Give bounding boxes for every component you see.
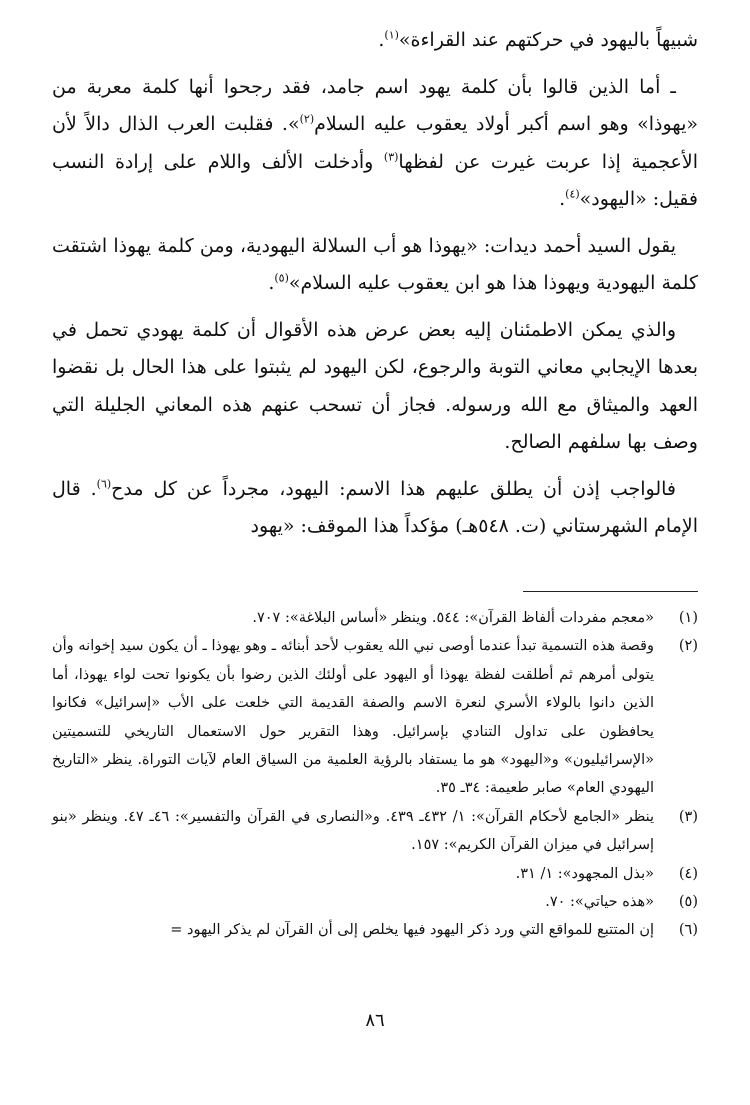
footnote-text: «معجم مفردات ألفاظ القرآن»: ٥٤٤. وينظر «أساس البلاغة»: ٧٠٧.: [252, 610, 654, 626]
footnote-ref-2: (٢): [299, 112, 315, 126]
paragraph-2: [52, 69, 698, 219]
footnote-3: [52, 803, 698, 860]
paragraph-1: [52, 22, 698, 60]
footnote-number: (٣): [678, 808, 698, 825]
paragraph-2-text: ـ أما الذين قالوا بأن كلمة يهود اسم جامد، فقد رجحوا أنها كلمة معربة من «يهوذا» وهو اسم أكبر أولاد يعقوب عليه السلام: [52, 75, 698, 135]
footnotes: [52, 604, 698, 945]
footnote-text: «بذل المجهود»: ١/ ٣١.: [515, 865, 654, 882]
footnote-6: [52, 916, 698, 944]
paragraph-5-text: فالواجب إذن أن يطلق عليهم هذا الاسم: اليهود، مجرداً عن كل مدح: [111, 477, 676, 500]
paragraph-1-text: شبيهاً باليهود في حركتهم عند القراءة»: [398, 29, 698, 51]
footnote-text: وقصة هذه التسمية تبدأ عندما أوصى نبي الله يعقوب لأحد أبنائه ـ وهو يهوذا ـ أن يكون سيد إخوانه وأن يتولى أمرهم ثم أطلقت لفظة يهوذا أو اليهود على أولئك الذين رضوا بأن يكونوا تحت لواء يهوذا، أما الذين دانوا بالولاء الأسري لنعرة الاسم والصفة القديمة التي خلعت على الأب «إسرائيل» فكانوا يحافظون على تداول التنادي بإسرائيل. وهذا التقرير حول الاستعمال التاريخي للتسميتين «الإسرائيليون» و«اليهود» هو ما يستفاد بالرؤية العلمية من السياق العام لآيات التوراة. ينظر «التاريخ اليهودي العام» صابر طعيمة: ٣٤ـ ٣٥.: [52, 638, 654, 797]
footnote-text: «هذه حياتي»: ٧٠.: [545, 894, 654, 911]
footnote-ref-1: (١): [384, 28, 399, 42]
footnote-number: (٥): [678, 894, 698, 911]
paragraph-3-tail: .: [268, 272, 275, 294]
paragraph-2-tail: ». فقلبت العرب الذال دالاً لأن الأعجمية إذا عربت غيرت عن لفظها: [52, 113, 698, 173]
footnote-5: [52, 888, 698, 916]
footnote-4: [52, 860, 698, 888]
footnote-text: ينظر «الجامع لأحكام القرآن»: ١/ ٤٣٢ـ ٤٣٩. و«النصارى في القرآن والتفسير»: ٤٦ـ ٤٧. وينظر «بنو إسرائيل في ميزان القرآن الكريم»: ١٥٧.: [52, 808, 655, 854]
paragraph-5-tail: . قال الإمام الشهرستاني (ت. ٥٤٨هـ) مؤكداً هذا الموقف: «يهود: [52, 477, 698, 537]
footnote-number: (١): [678, 610, 698, 626]
footnote-separator: [523, 591, 698, 592]
paragraph-2-tail-3: .: [559, 188, 566, 210]
main-text: [52, 22, 698, 555]
footnote-number: (٦): [678, 922, 698, 939]
footnote-ref-4: (٤): [565, 187, 580, 201]
footnote-number: (٢): [678, 638, 698, 655]
paragraph-4-text: والذي يمكن الاطمئنان إليه بعض عرض هذه الأقوال أن كلمة يهودي تحمل في بعدها الإيجابي معاني التوبة والرجوع، لكن اليهود لم يثبتوا على هذا الحال بل نقضوا العهد والميثاق مع الله ورسوله. فجاز أن تسحب عنهم هذه المعاني الجليلة التي وصف بها سلفهم الصالح.: [52, 318, 698, 453]
footnote-1: [52, 604, 698, 632]
footnote-ref-3: (٣): [383, 150, 399, 164]
footnote-number: (٤): [678, 865, 698, 882]
footnote-2: [52, 632, 698, 802]
footnote-ref-6: (٦): [96, 477, 112, 491]
paragraph-3: [52, 228, 698, 303]
paragraph-2-tail-2: وأدخلت الألف واللام على إرادة النسب فقيل: «اليهود»: [52, 150, 698, 210]
paragraph-4: [52, 312, 698, 462]
paragraph-5: [52, 471, 698, 546]
page-number: ٨٦: [365, 1010, 385, 1031]
footnote-ref-5: (٥): [274, 271, 289, 285]
paragraph-3-text: يقول السيد أحمد ديدات: «يهوذا هو أب السلالة اليهودية، ومن كلمة يهوذا اشتقت كلمة اليهودية ويهوذا هذا هو ابن يعقوب عليه السلام»: [52, 234, 698, 294]
footnote-text: إن المتتبع للمواقع التي ورد ذكر اليهود فيها يخلص إلى أن القرآن لم يذكر اليهود =: [170, 922, 654, 939]
paragraph-1-tail: .: [378, 29, 385, 51]
